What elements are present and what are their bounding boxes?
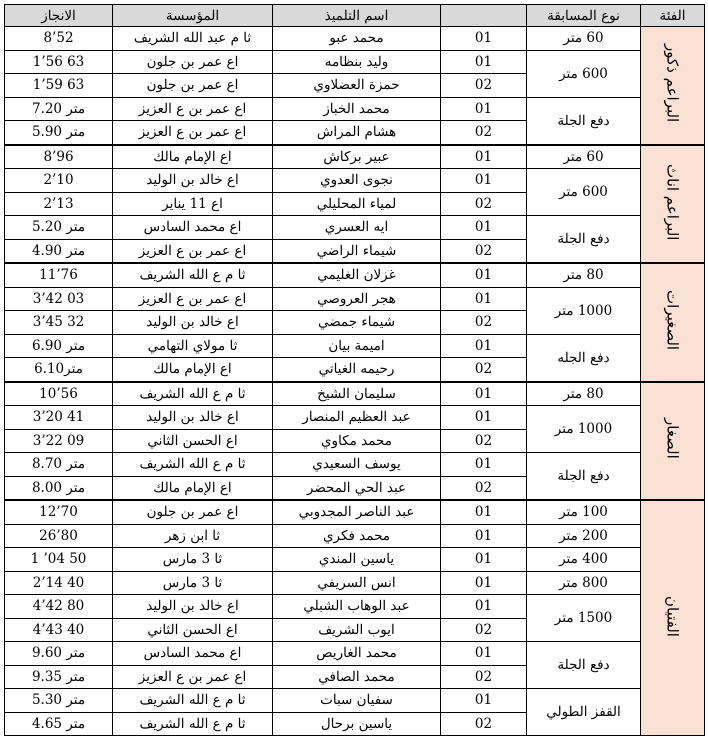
result-value: 3’22 09 (5, 429, 113, 453)
student-name: اميمة بيان (273, 334, 441, 358)
table-row (5, 406, 705, 430)
rank-number: 01 (441, 145, 527, 169)
student-name: محمد عبو (273, 27, 441, 51)
table-row (5, 453, 705, 477)
result-value: 9.60 متر (5, 642, 113, 666)
institution-name: اع عمر بن ع العزيز (113, 665, 273, 689)
institution-name: اع الإمام مالك (113, 476, 273, 500)
result-value: 11’76 (5, 263, 113, 287)
institution-name: اع عمر بن جلون (113, 50, 273, 74)
result-value: 12’70 (5, 500, 113, 524)
student-name: عبد الوهاب الشبلي (273, 595, 441, 619)
table-row (5, 287, 705, 311)
table-row (5, 548, 705, 572)
institution-name: اع الحسن الثاني (113, 618, 273, 642)
table-row (5, 169, 705, 193)
header-student: اسم التلميذ (273, 5, 441, 27)
rank-number: 02 (441, 121, 527, 145)
student-name: محمد مكاوي (273, 429, 441, 453)
result-value: 4’43 40 (5, 618, 113, 642)
rank-number: 01 (441, 50, 527, 74)
institution-name: اع عمر بن جلون (113, 500, 273, 524)
student-name: ايوب الشريف (273, 618, 441, 642)
rank-number: 01 (441, 263, 527, 287)
institution-name: ثا 3 مارس (113, 548, 273, 572)
event-name: 60 متر (527, 145, 641, 169)
rank-number: 01 (441, 406, 527, 430)
table-row (5, 50, 705, 74)
institution-name: اع الحسن الثاني (113, 429, 273, 453)
event-name: 1000 متر (527, 406, 641, 453)
result-value: 8’52 (5, 27, 113, 51)
table-row (5, 382, 705, 406)
institution-name: ثا م ع الله الشريف (113, 453, 273, 477)
student-name: محمد فكري (273, 524, 441, 548)
student-name: نجوى العدوي (273, 169, 441, 193)
student-name: محمد الصافي (273, 665, 441, 689)
event-name: دفع الجله (527, 334, 641, 382)
student-name: حمزة العضلاوي (273, 74, 441, 98)
category-cell (641, 500, 705, 736)
rank-number: 01 (441, 571, 527, 595)
header-row (5, 5, 705, 27)
institution-name: اع عمر بن ع العزيز (113, 121, 273, 145)
student-name: عبد العظيم المنصار (273, 406, 441, 430)
institution-name: اع محمد السادس (113, 216, 273, 240)
header-event: نوع المسابقة (527, 5, 641, 27)
rank-number: 01 (441, 595, 527, 619)
rank-number: 02 (441, 192, 527, 216)
rank-number: 01 (441, 334, 527, 358)
result-value: 6.10متر (5, 358, 113, 382)
table-row (5, 642, 705, 666)
institution-name: اع خالد بن الوليد (113, 595, 273, 619)
result-value: 3’42 03 (5, 287, 113, 311)
student-name: هجر العروصي (273, 287, 441, 311)
student-name: عبد الناصر المجدوبي (273, 500, 441, 524)
student-name: محمد الخباز (273, 97, 441, 121)
rank-number: 02 (441, 665, 527, 689)
header-number (441, 5, 527, 27)
student-name: يوسف السعيدي (273, 453, 441, 477)
student-name: هشام المراش (273, 121, 441, 145)
institution-name: اع خالد بن الوليد (113, 311, 273, 335)
institution-name: ثا م ع الله الشريف (113, 712, 273, 736)
event-name: 80 متر (527, 382, 641, 406)
event-name: 600 متر (527, 169, 641, 216)
event-name: 800 متر (527, 571, 641, 595)
category-cell (641, 145, 705, 264)
institution-name: اع الإمام مالك (113, 145, 273, 169)
result-value: 4’42 80 (5, 595, 113, 619)
student-name: محمد الغاريص (273, 642, 441, 666)
table-row (5, 216, 705, 240)
result-value: 6.90 متر (5, 334, 113, 358)
category-label: البراعم ذكور (663, 44, 682, 123)
student-name: وليد بنظامه (273, 50, 441, 74)
rank-number: 01 (441, 97, 527, 121)
rank-number: 01 (441, 169, 527, 193)
rank-number: 02 (441, 618, 527, 642)
institution-name: ثا م ع الله الشريف (113, 263, 273, 287)
rank-number: 02 (441, 429, 527, 453)
event-name: 200 متر (527, 524, 641, 548)
rank-number: 02 (441, 358, 527, 382)
result-value: 1’56 63 (5, 50, 113, 74)
rank-number: 01 (441, 548, 527, 572)
result-value: 1’59 63 (5, 74, 113, 98)
result-value: 5.20 متر (5, 216, 113, 240)
event-name: دفع الجلة (527, 642, 641, 689)
table-row (5, 97, 705, 121)
table-row (5, 27, 705, 51)
header-institution: المؤسسة (113, 5, 273, 27)
rank-number: 01 (441, 642, 527, 666)
institution-name: اع 11 يناير (113, 192, 273, 216)
rank-number: 01 (441, 453, 527, 477)
result-value: 3’45 32 (5, 311, 113, 335)
student-name: انس السريفي (273, 571, 441, 595)
event-name: دفع الجلة (527, 216, 641, 264)
institution-name: ثا م ع الله الشريف (113, 689, 273, 713)
table-row (5, 689, 705, 713)
table-row (5, 145, 705, 169)
institution-name: اع الإمام مالك (113, 358, 273, 382)
event-name: القفز الطولي (527, 689, 641, 736)
student-name: ياسين برحال (273, 712, 441, 736)
category-label: الصغار (663, 418, 682, 460)
rank-number: 01 (441, 216, 527, 240)
table-row (5, 263, 705, 287)
rank-number: 01 (441, 382, 527, 406)
institution-name: اع خالد بن الوليد (113, 406, 273, 430)
student-name: سليمان الشيخ (273, 382, 441, 406)
student-name: غزلان الغليمي (273, 263, 441, 287)
student-name: ياسين المندي (273, 548, 441, 572)
result-value: 2’10 (5, 169, 113, 193)
institution-name: ثا مولاي التهامي (113, 334, 273, 358)
result-value: 4.90 متر (5, 239, 113, 263)
result-value: 5.30 متر (5, 689, 113, 713)
rank-number: 01 (441, 287, 527, 311)
event-name: 400 متر (527, 548, 641, 572)
event-name: 100 متر (527, 500, 641, 524)
table-row (5, 500, 705, 524)
event-name: 1500 متر (527, 595, 641, 642)
student-name: شيماء الراضي (273, 239, 441, 263)
student-name: لمياء المحليلي (273, 192, 441, 216)
student-name: سفيان سبات (273, 689, 441, 713)
rank-number: 02 (441, 476, 527, 500)
event-name: دفع الجلة (527, 97, 641, 145)
rank-number: 01 (441, 500, 527, 524)
student-name: شيماء جمضي (273, 311, 441, 335)
result-value: 3’20 41 (5, 406, 113, 430)
result-value: 4.65 متر (5, 712, 113, 736)
results-table (4, 4, 705, 736)
category-label: البراعم اناث (663, 163, 682, 240)
institution-name: ثا 3 مارس (113, 571, 273, 595)
student-name: ايه العسري (273, 216, 441, 240)
institution-name: ثا م عبد الله الشريف (113, 27, 273, 51)
table-row (5, 571, 705, 595)
table-row (5, 334, 705, 358)
result-value: 5.90 متر (5, 121, 113, 145)
institution-name: اع عمر بن ع العزيز (113, 287, 273, 311)
rank-number: 02 (441, 74, 527, 98)
category-cell (641, 263, 705, 382)
table-body (5, 27, 705, 736)
category-label: الفتيان (663, 595, 682, 637)
institution-name: اع عمر بن جلون (113, 74, 273, 98)
event-name: دفع الجلة (527, 453, 641, 501)
rank-number: 02 (441, 712, 527, 736)
rank-number: 01 (441, 27, 527, 51)
institution-name: ثا م ع الله الشريف (113, 382, 273, 406)
event-name: 1000 متر (527, 287, 641, 334)
student-name: رحيمه الغياتي (273, 358, 441, 382)
institution-name: اع عمر بن ع العزيز (113, 97, 273, 121)
result-value: 2’14 40 (5, 571, 113, 595)
student-name: عبد الحي المحضر (273, 476, 441, 500)
result-value: 8’96 (5, 145, 113, 169)
category-label: الصغيرات (663, 290, 682, 351)
header-category: الفئة (641, 5, 705, 27)
result-value: 7.20 متر (5, 97, 113, 121)
rank-number: 02 (441, 239, 527, 263)
category-cell (641, 382, 705, 501)
rank-number: 02 (441, 311, 527, 335)
institution-name: ثا ابن زهر (113, 524, 273, 548)
student-name: عبير بركاش (273, 145, 441, 169)
result-value: 2’13 (5, 192, 113, 216)
institution-name: اع خالد بن الوليد (113, 169, 273, 193)
header-result: الانجاز (5, 5, 113, 27)
table-row (5, 595, 705, 619)
institution-name: اع عمر بن ع العزيز (113, 239, 273, 263)
result-value: 9.35 متر (5, 665, 113, 689)
category-cell (641, 27, 705, 145)
result-value: 1 ’04 50 (5, 548, 113, 572)
result-value: 8.70 متر (5, 453, 113, 477)
event-name: 600 متر (527, 50, 641, 97)
result-value: 10’56 (5, 382, 113, 406)
rank-number: 01 (441, 524, 527, 548)
event-name: 80 متر (527, 263, 641, 287)
result-value: 8.00 متر (5, 476, 113, 500)
rank-number: 01 (441, 689, 527, 713)
result-value: 26’80 (5, 524, 113, 548)
table-row (5, 524, 705, 548)
institution-name: اع محمد السادس (113, 642, 273, 666)
event-name: 60 متر (527, 27, 641, 51)
